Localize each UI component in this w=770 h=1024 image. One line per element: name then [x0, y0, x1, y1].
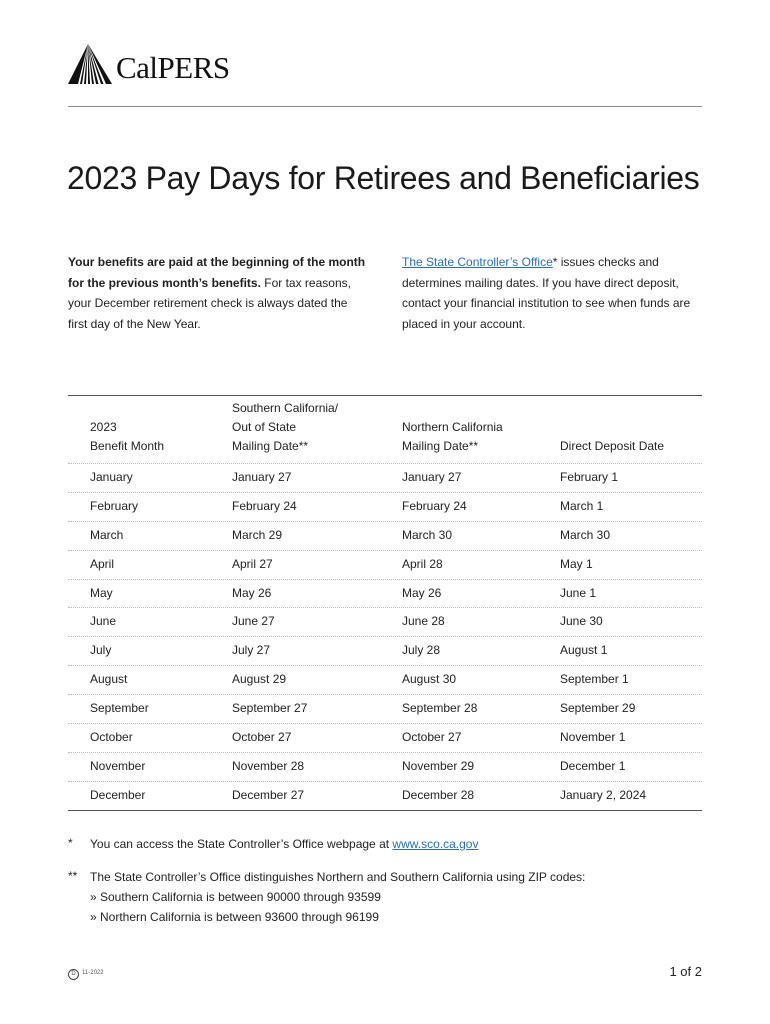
benefit-month-cell: November [90, 758, 146, 773]
southern-mailing-date-cell: July 27 [232, 643, 271, 658]
southern-mailing-date-cell: November 28 [232, 758, 305, 773]
page-number: 1 of 2 [669, 964, 702, 979]
northern-mailing-date-cell: December 28 [402, 787, 475, 802]
benefit-month-cell: August [90, 672, 128, 687]
direct-deposit-date-cell: March 30 [560, 527, 611, 542]
header-northern-mailing: Northern California Mailing Date** [402, 420, 503, 453]
note-1 [90, 834, 478, 854]
northern-mailing-date-cell: March 30 [402, 527, 453, 542]
direct-deposit-date-cell: May 1 [560, 556, 593, 571]
intro-right [402, 252, 702, 335]
benefit-month-cell: October [90, 730, 133, 745]
direct-deposit-date-cell: September 29 [560, 701, 636, 716]
southern-mailing-date-cell: March 29 [232, 527, 283, 542]
southern-mailing-date-cell: April 27 [232, 556, 273, 571]
southern-mailing-date-cell: June 27 [232, 614, 275, 629]
note-2-bullet-north: » Northern California is between 93600 through 96199 [90, 910, 379, 924]
header-direct-deposit: Direct Deposit Date [560, 439, 665, 453]
benefit-month-cell: December [90, 787, 146, 802]
direct-deposit-date-cell: September 1 [560, 672, 629, 687]
benefit-month-cell: January [90, 470, 133, 484]
header-southern-mailing: Southern California/ Out of State Mailing Date** [232, 401, 339, 453]
header-divider [68, 106, 702, 107]
southern-mailing-date-cell: October 27 [232, 730, 292, 745]
table-row [68, 607, 702, 636]
benefit-month-cell: July [90, 643, 112, 658]
southern-mailing-date-cell: January 27 [232, 470, 292, 484]
table-row [68, 636, 702, 665]
header-benefit-month: 2023 Benefit Month [90, 420, 165, 453]
northern-mailing-date-cell: February 24 [402, 498, 467, 513]
benefit-month-cell: May [90, 585, 113, 600]
note-1-text: You can access the State Controller’s Office webpage at [90, 837, 393, 851]
note-2: The State Controller’s Office distinguishes Northern and Southern California using ZIP codes: [90, 870, 586, 884]
northern-mailing-date-cell: October 27 [402, 730, 462, 745]
table-row [68, 463, 702, 492]
southern-mailing-date-cell: February 24 [232, 498, 297, 513]
benefit-month-cell: March [90, 527, 124, 542]
direct-deposit-date-cell: February 1 [560, 470, 619, 484]
table-row [68, 550, 702, 579]
calpers-logo [68, 44, 230, 84]
northern-mailing-date-cell: June 28 [402, 614, 445, 629]
northern-mailing-date-cell: May 26 [402, 585, 442, 600]
direct-deposit-date-cell: December 1 [560, 758, 626, 773]
table-row [68, 521, 702, 550]
southern-mailing-date-cell: December 27 [232, 787, 305, 802]
intro-left-text: For tax reasons, your December retirement check is always dated the first day of the New Year. [68, 275, 351, 332]
table-row [68, 781, 702, 811]
pay-days-table [68, 395, 702, 811]
calpers-logo-icon [68, 44, 112, 84]
benefit-month-cell: February [90, 498, 139, 513]
table-body [68, 463, 702, 811]
direct-deposit-date-cell: June 30 [560, 614, 603, 629]
table-row [68, 723, 702, 752]
northern-mailing-date-cell: April 28 [402, 556, 443, 571]
northern-mailing-date-cell: September 28 [402, 701, 478, 716]
sco-link[interactable]: The State Controller’s Office [402, 255, 553, 269]
page-title: 2023 Pay Days for Retirees and Beneficiaries [67, 160, 700, 196]
southern-mailing-date-cell: May 26 [232, 585, 272, 600]
table-row [68, 665, 702, 694]
northern-mailing-date-cell: November 29 [402, 758, 475, 773]
direct-deposit-date-cell: March 1 [560, 498, 604, 513]
benefit-month-cell: April [90, 556, 115, 571]
note-1-mark: * [68, 836, 73, 850]
northern-mailing-date-cell: August 30 [402, 672, 457, 687]
northern-mailing-date-cell: July 28 [402, 643, 441, 658]
table-row [68, 579, 702, 608]
direct-deposit-date-cell: January 2, 2024 [560, 787, 647, 802]
southern-mailing-date-cell: September 27 [232, 701, 308, 716]
document-icon: D [68, 969, 79, 980]
intro-right-text: * issues checks and determines mailing dates. If you have direct deposit, contact your financial institution to see when funds are placed in your account. [402, 255, 691, 332]
direct-deposit-date-cell: August 1 [560, 643, 608, 658]
intro-left [68, 252, 368, 335]
intro-left-bold: Your benefits are paid at the beginning of the month for the previous month’s benefits. [68, 255, 366, 290]
direct-deposit-date-cell: November 1 [560, 730, 626, 745]
table-header [68, 395, 702, 463]
northern-mailing-date-cell: January 27 [402, 470, 462, 484]
table-row [68, 492, 702, 521]
note-2-mark: ** [68, 869, 78, 883]
benefit-month-cell: September [90, 701, 149, 716]
benefit-month-cell: June [90, 614, 117, 629]
table-row [68, 752, 702, 781]
southern-mailing-date-cell: August 29 [232, 672, 287, 687]
sco-website-link[interactable]: www.sco.ca.gov [392, 837, 479, 851]
table-row [68, 694, 702, 723]
direct-deposit-date-cell: June 1 [560, 585, 597, 600]
logo-wordmark: CalPERS [116, 50, 230, 85]
note-2-bullet-south: » Southern California is between 90000 through 93599 [90, 890, 381, 904]
form-code: 11-2022 [82, 970, 104, 976]
